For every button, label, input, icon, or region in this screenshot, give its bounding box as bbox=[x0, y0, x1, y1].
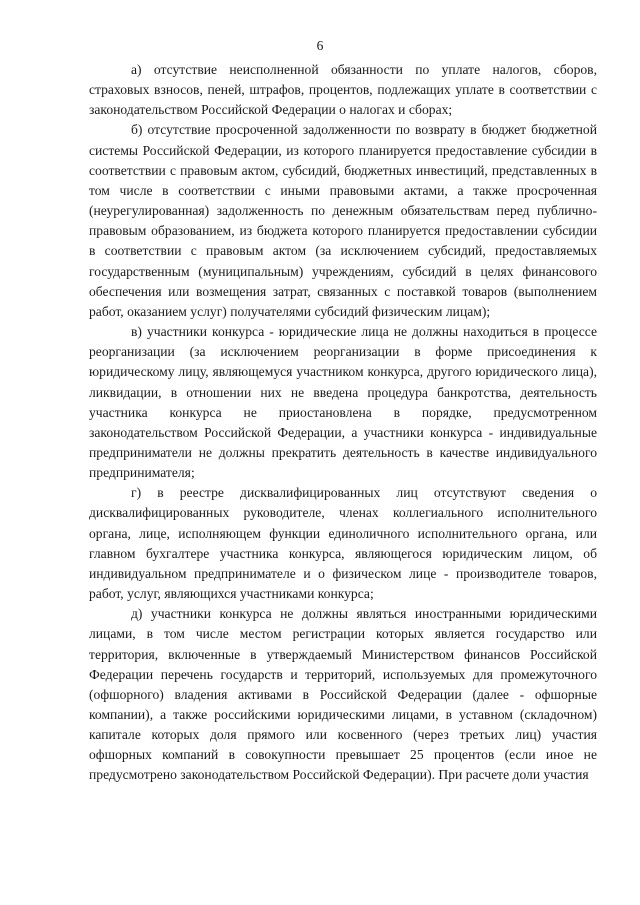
paragraph-g: г) в реестре дисквалифицированных лиц отсутствуют сведения о дисквалифицированных руководителе, членах коллегиального исполнительного органа, лице, исполняющем функции единоличного исполнительного органа, или главном бухгалтере участника конкурса, являющегося юридическим лицом, об индивидуальном предпринимателе и о физическом лице - производителе товаров, работ, услуг, являющихся участниками конкурса; bbox=[89, 485, 597, 602]
paragraph-b: б) отсутствие просроченной задолженности по возврату в бюджет бюджетной системы Российской Федерации, из которого планируется предоставление субсидии в соответствии с правовым актом, субсидий, бюджетных инвестиций, представленных в том числе в соответствии с иными правовыми актами, а также просроченная (неурегулированная) задолженность по денежным обязательствам перед публично-правовым образованием, из бюджета которого планируется предоставлении субсидии в соответствии с правовым актом (за исключением субсидий, предоставляемых государственным (муниципальным) учреждениям, субсидий в целях финансового обеспечения или возмещения затрат, связанных с поставкой товаров (выполнением работ, оказанием услуг) получателями субсидий физическим лицам); bbox=[89, 122, 597, 319]
paragraph-v: в) участники конкурса - юридические лица не должны находиться в процессе реорганизации (за исключением реорганизации в форме присоединения к юридическому лицу, являющемуся участником конкурса, другого юридического лица), ликвидации, в отношении них не введена процедура банкротства, деятельность участника конкурса не приостановлена в порядке, предусмотренном законодательством Российской Федерации, а участники конкурса - индивидуальные предприниматели не должны прекратить деятельность в качестве индивидуального предпринимателя; bbox=[89, 324, 597, 481]
paragraph-d: д) участники конкурса не должны являться иностранными юридическими лицами, в том числе местом регистрации которых является государство или территория, включенные в утверждаемый Министерством финансов Российской Федерации перечень государств и территорий, используемых для промежуточного (офшорного) владения активами в Российской Федерации (далее - офшорные компании), а также российскими юридическими лицами, в уставном (складочном) капитале которых доля прямого или косвенного (через третьих лиц) участия офшорных компаний в совокупности превышает 25 процентов (если иное не предусмотрено законодательством Российской Федерации). При расчете доли участия bbox=[89, 606, 597, 783]
paragraph-a: а) отсутствие неисполненной обязанности по уплате налогов, сборов, страховых взносов, пеней, штрафов, процентов, подлежащих уплате в соответствии с законодательством Российской Федерации о налогах и сборах; bbox=[89, 62, 597, 118]
page-number: 6 bbox=[316, 38, 324, 53]
document-body bbox=[89, 60, 597, 786]
